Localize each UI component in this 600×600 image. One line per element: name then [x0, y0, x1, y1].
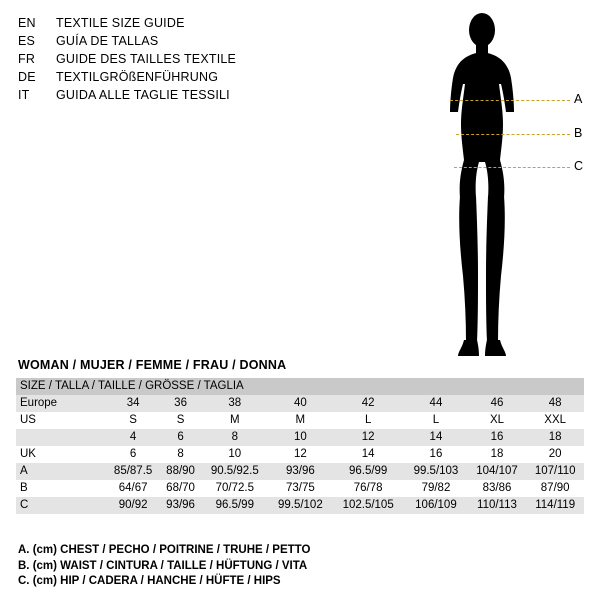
- language-text-it: GUIDA ALLE TAGLIE TESSILI: [56, 88, 230, 102]
- row-label-b: B: [16, 480, 106, 497]
- cell: 106/109: [404, 497, 467, 514]
- measure-label-a: A: [574, 92, 583, 106]
- cell: 96.5/99: [201, 497, 269, 514]
- language-row-es: [18, 32, 318, 50]
- cell: 8: [160, 446, 201, 463]
- cell: 6: [160, 429, 201, 446]
- cell: 93/96: [269, 463, 332, 480]
- note-c: C. (cm) HIP / CADERA / HANCHE / HÜFTE / HIPS: [18, 575, 281, 587]
- cell: 114/119: [526, 497, 584, 514]
- table-row: [16, 429, 584, 446]
- cell: 16: [404, 446, 467, 463]
- cell: 96.5/99: [332, 463, 404, 480]
- language-code-fr: FR: [18, 52, 36, 66]
- cell: 14: [404, 429, 467, 446]
- cell: 16: [468, 429, 527, 446]
- language-list: [18, 14, 318, 104]
- cell: 48: [526, 395, 584, 412]
- female-body-figure: [430, 8, 590, 368]
- cell: 36: [160, 395, 201, 412]
- cell: 83/86: [468, 480, 527, 497]
- cell: 99.5/102: [269, 497, 332, 514]
- body-silhouette-icon: [430, 8, 590, 368]
- size-table-wrapper: [16, 378, 584, 514]
- table-row: [16, 480, 584, 497]
- cell: 73/75: [269, 480, 332, 497]
- cell: 64/67: [106, 480, 160, 497]
- language-text-fr: GUIDE DES TAILLES TEXTILE: [56, 52, 237, 66]
- cell: 42: [332, 395, 404, 412]
- cell: 70/72.5: [201, 480, 269, 497]
- table-row: [16, 446, 584, 463]
- cell: 4: [106, 429, 160, 446]
- row-label-us-numeric: [16, 429, 106, 446]
- language-row-de: [18, 68, 318, 86]
- cell: 93/96: [160, 497, 201, 514]
- section-title: WOMAN / MUJER / FEMME / FRAU / DONNA: [18, 358, 287, 372]
- cell: 104/107: [468, 463, 527, 480]
- note-a: A. (cm) CHEST / PECHO / POITRINE / TRUHE / PETTO: [18, 544, 311, 556]
- cell: 88/90: [160, 463, 201, 480]
- cell: 18: [526, 429, 584, 446]
- cell: 90/92: [106, 497, 160, 514]
- language-code-it: IT: [18, 88, 30, 102]
- cell: XL: [468, 412, 527, 429]
- cell: L: [332, 412, 404, 429]
- language-text-en: TEXTILE SIZE GUIDE: [56, 16, 185, 30]
- measure-line-a: [450, 100, 570, 101]
- cell: 76/78: [332, 480, 404, 497]
- cell: 6: [106, 446, 160, 463]
- cell: 8: [201, 429, 269, 446]
- measure-line-b: [456, 134, 570, 135]
- cell: S: [106, 412, 160, 429]
- table-row: [16, 497, 584, 514]
- cell: 38: [201, 395, 269, 412]
- cell: 10: [201, 446, 269, 463]
- cell: 110/113: [468, 497, 527, 514]
- cell: M: [269, 412, 332, 429]
- cell: 34: [106, 395, 160, 412]
- table-row: [16, 463, 584, 480]
- cell: 90.5/92.5: [201, 463, 269, 480]
- cell: 12: [269, 446, 332, 463]
- table-row: [16, 395, 584, 412]
- cell: 79/82: [404, 480, 467, 497]
- cell: 99.5/103: [404, 463, 467, 480]
- measure-label-b: B: [574, 126, 583, 140]
- language-text-es: GUÍA DE TALLAS: [56, 34, 159, 48]
- language-code-en: EN: [18, 16, 36, 30]
- cell: 107/110: [526, 463, 584, 480]
- cell: 20: [526, 446, 584, 463]
- cell: 12: [332, 429, 404, 446]
- cell: M: [201, 412, 269, 429]
- cell: XXL: [526, 412, 584, 429]
- language-row-en: [18, 14, 318, 32]
- measure-label-c: C: [574, 159, 584, 173]
- cell: 102.5/105: [332, 497, 404, 514]
- cell: 68/70: [160, 480, 201, 497]
- table-header-label: SIZE / TALLA / TAILLE / GRÖSSE / TAGLIA: [16, 378, 584, 395]
- cell: 14: [332, 446, 404, 463]
- cell: 18: [468, 446, 527, 463]
- row-label-a: A: [16, 463, 106, 480]
- row-label-europe: Europe: [16, 395, 106, 412]
- language-row-it: [18, 86, 318, 104]
- measure-line-c: [454, 167, 570, 168]
- measurement-notes: [18, 543, 310, 590]
- cell: 10: [269, 429, 332, 446]
- row-label-uk: UK: [16, 446, 106, 463]
- size-table: [16, 378, 584, 514]
- cell: 40: [269, 395, 332, 412]
- row-label-c: C: [16, 497, 106, 514]
- row-label-us: US: [16, 412, 106, 429]
- cell: L: [404, 412, 467, 429]
- language-text-de: TEXTILGRÖßENFÜHRUNG: [56, 70, 219, 84]
- language-row-fr: [18, 50, 318, 68]
- language-code-de: DE: [18, 70, 36, 84]
- table-header-row: [16, 378, 584, 395]
- cell: S: [160, 412, 201, 429]
- note-b: B. (cm) WAIST / CINTURA / TAILLE / HÜFTUNG / VITA: [18, 559, 308, 572]
- cell: 46: [468, 395, 527, 412]
- cell: 85/87.5: [106, 463, 160, 480]
- cell: 44: [404, 395, 467, 412]
- cell: 87/90: [526, 480, 584, 497]
- table-row: [16, 412, 584, 429]
- language-code-es: ES: [18, 34, 36, 48]
